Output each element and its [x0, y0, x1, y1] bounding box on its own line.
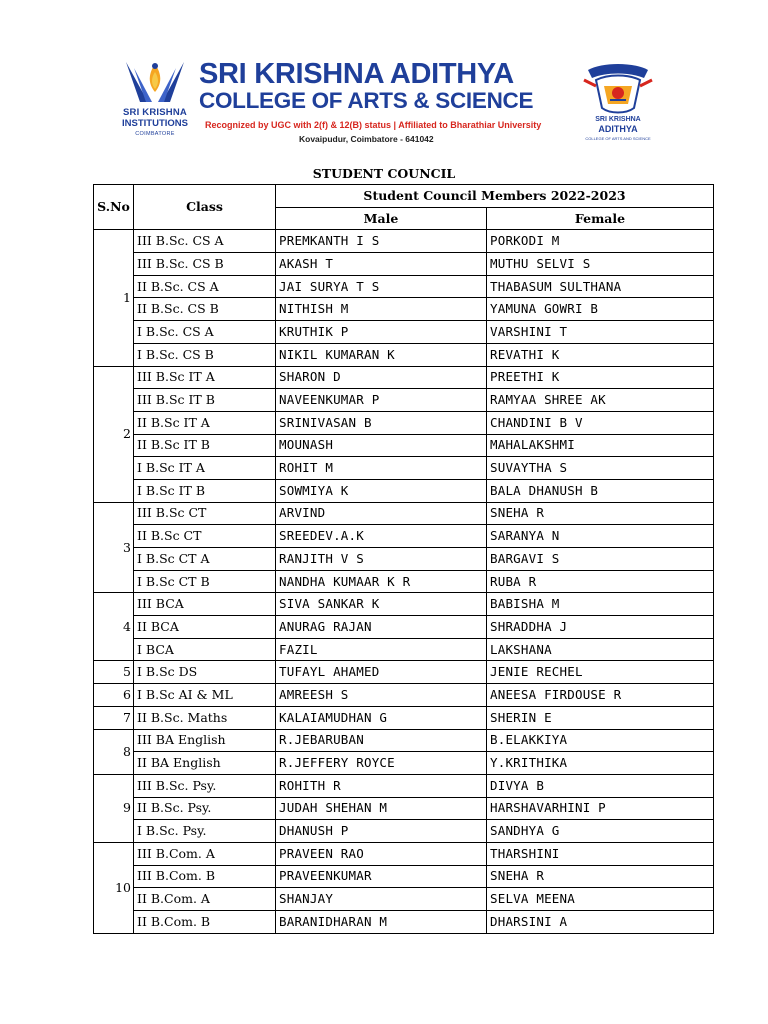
female-member-cell: SNEHA R	[487, 502, 714, 525]
table-row	[94, 389, 714, 412]
table-row	[94, 774, 714, 797]
male-member-cell: NAVEENKUMAR P	[276, 389, 487, 412]
female-member-cell: HARSHAVARHINI P	[487, 797, 714, 820]
male-member-cell: JUDAH SHEHAN M	[276, 797, 487, 820]
class-cell: II BCA	[134, 616, 276, 639]
class-cell: I B.Sc IT B	[134, 479, 276, 502]
left-logo-line3: COIMBATORE	[135, 131, 175, 137]
male-member-cell: ARVIND	[276, 502, 487, 525]
male-member-cell: TUFAYL AHAMED	[276, 661, 487, 684]
class-cell: II B.Sc IT A	[134, 411, 276, 434]
serial-number-cell: 2	[94, 366, 134, 502]
female-member-cell: REVATHI K	[487, 343, 714, 366]
right-logo-line2: ADITHYA	[598, 124, 638, 134]
table-header-row	[94, 185, 714, 208]
class-cell: III BA English	[134, 729, 276, 752]
table-row	[94, 502, 714, 525]
female-member-cell: BARGAVI S	[487, 548, 714, 571]
table-row	[94, 638, 714, 661]
class-cell: III B.Sc. Psy.	[134, 774, 276, 797]
student-council-table	[93, 184, 714, 934]
table-row	[94, 752, 714, 775]
female-member-cell: MAHALAKSHMI	[487, 434, 714, 457]
left-logo-line2: INSTITUTIONS	[122, 118, 188, 129]
document-title: STUDENT COUNCIL	[312, 166, 456, 181]
male-member-cell: PREMKANTH I S	[276, 230, 487, 253]
class-cell: I BCA	[134, 638, 276, 661]
female-member-cell: SHRADDHA J	[487, 616, 714, 639]
female-member-cell: SUVAYTHA S	[487, 457, 714, 480]
serial-number-cell: 1	[94, 230, 134, 366]
table-row	[94, 275, 714, 298]
female-member-cell: SANDHYA G	[487, 820, 714, 843]
male-member-cell: SHANJAY	[276, 888, 487, 911]
table-row	[94, 411, 714, 434]
table-row	[94, 343, 714, 366]
serial-number-cell: 9	[94, 774, 134, 842]
serial-number-cell: 5	[94, 661, 134, 684]
male-member-cell: SHARON D	[276, 366, 487, 389]
male-member-cell: PRAVEENKUMAR	[276, 865, 487, 888]
table-row	[94, 729, 714, 752]
column-header-sno: S.No	[94, 185, 134, 230]
female-member-cell: ANEESA FIRDOUSE R	[487, 684, 714, 707]
column-header-female: Female	[487, 207, 714, 230]
male-member-cell: AKASH T	[276, 253, 487, 276]
male-member-cell: NANDHA KUMAAR K R	[276, 570, 487, 593]
class-cell: III B.Sc CT	[134, 502, 276, 525]
table-body	[94, 230, 714, 933]
sri-krishna-adithya-crest-logo	[582, 60, 654, 144]
college-name-line1: SRI KRISHNA ADITHYA	[199, 58, 514, 90]
class-cell: II B.Sc. CS A	[134, 275, 276, 298]
class-cell: III B.Com. B	[134, 865, 276, 888]
male-member-cell: JAI SURYA T S	[276, 275, 487, 298]
table-row	[94, 706, 714, 729]
class-cell: I B.Sc DS	[134, 661, 276, 684]
male-member-cell: KALAIAMUDHAN G	[276, 706, 487, 729]
v-flame-emblem-icon	[118, 58, 192, 108]
female-member-cell: PORKODI M	[487, 230, 714, 253]
serial-number-cell: 3	[94, 502, 134, 593]
table-row	[94, 366, 714, 389]
female-member-cell: PREETHI K	[487, 366, 714, 389]
female-member-cell: SELVA MEENA	[487, 888, 714, 911]
female-member-cell: VARSHINI T	[487, 321, 714, 344]
table-row	[94, 842, 714, 865]
male-member-cell: SREEDEV.A.K	[276, 525, 487, 548]
female-member-cell: RAMYAA SHREE AK	[487, 389, 714, 412]
column-header-male: Male	[276, 207, 487, 230]
table-row	[94, 525, 714, 548]
table-row	[94, 479, 714, 502]
table-row	[94, 434, 714, 457]
table-row	[94, 548, 714, 571]
table-row	[94, 593, 714, 616]
male-member-cell: AMREESH S	[276, 684, 487, 707]
female-member-cell: BALA DHANUSH B	[487, 479, 714, 502]
class-cell: III BCA	[134, 593, 276, 616]
table-row	[94, 253, 714, 276]
college-address: Kovaipudur, Coimbatore - 641042	[299, 134, 434, 144]
male-member-cell: BARANIDHARAN M	[276, 911, 487, 934]
table-row	[94, 321, 714, 344]
right-logo-line1: SRI KRISHNA	[595, 116, 641, 123]
serial-number-cell: 6	[94, 684, 134, 707]
serial-number-cell: 7	[94, 706, 134, 729]
female-member-cell: THARSHINI	[487, 842, 714, 865]
serial-number-cell: 4	[94, 593, 134, 661]
male-member-cell: ANURAG RAJAN	[276, 616, 487, 639]
class-cell: III B.Sc. CS A	[134, 230, 276, 253]
serial-number-cell: 8	[94, 729, 134, 774]
column-header-group: Student Council Members 2022-2023	[276, 185, 714, 208]
table-row	[94, 820, 714, 843]
table-row	[94, 616, 714, 639]
male-member-cell: SRINIVASAN B	[276, 411, 487, 434]
class-cell: II B.Sc. Psy.	[134, 797, 276, 820]
right-logo-line3: COLLEGE OF ARTS AND SCIENCE	[585, 136, 651, 141]
class-cell: II BA English	[134, 752, 276, 775]
class-cell: I B.Sc CT A	[134, 548, 276, 571]
female-member-cell: THABASUM SULTHANA	[487, 275, 714, 298]
female-member-cell: MUTHU SELVI S	[487, 253, 714, 276]
class-cell: II B.Sc. Maths	[134, 706, 276, 729]
class-cell: I B.Sc IT A	[134, 457, 276, 480]
table-row	[94, 797, 714, 820]
class-cell: II B.Com. A	[134, 888, 276, 911]
column-header-class: Class	[134, 185, 276, 230]
male-member-cell: DHANUSH P	[276, 820, 487, 843]
table-row	[94, 570, 714, 593]
class-cell: III B.Sc IT B	[134, 389, 276, 412]
female-member-cell: YAMUNA GOWRI B	[487, 298, 714, 321]
letterhead	[0, 0, 768, 160]
female-member-cell: SHERIN E	[487, 706, 714, 729]
class-cell: II B.Sc CT	[134, 525, 276, 548]
class-cell: I B.Sc. CS A	[134, 321, 276, 344]
male-member-cell: MOUNASH	[276, 434, 487, 457]
female-member-cell: B.ELAKKIYA	[487, 729, 714, 752]
class-cell: II B.Sc IT B	[134, 434, 276, 457]
male-member-cell: SOWMIYA K	[276, 479, 487, 502]
table-row	[94, 230, 714, 253]
male-member-cell: ROHITH R	[276, 774, 487, 797]
table-row	[94, 888, 714, 911]
class-cell: III B.Sc IT A	[134, 366, 276, 389]
class-cell: I B.Sc CT B	[134, 570, 276, 593]
class-cell: II B.Sc. CS B	[134, 298, 276, 321]
female-member-cell: BABISHA M	[487, 593, 714, 616]
female-member-cell: RUBA R	[487, 570, 714, 593]
female-member-cell: LAKSHANA	[487, 638, 714, 661]
table-row	[94, 457, 714, 480]
table-row	[94, 865, 714, 888]
table-row	[94, 911, 714, 934]
left-logo-line1: SRI KRISHNA	[123, 107, 187, 118]
female-member-cell: CHANDINI B V	[487, 411, 714, 434]
class-cell: III B.Com. A	[134, 842, 276, 865]
male-member-cell: NIKIL KUMARAN K	[276, 343, 487, 366]
sri-krishna-institutions-logo	[118, 58, 192, 144]
table-row	[94, 298, 714, 321]
class-cell: I B.Sc. CS B	[134, 343, 276, 366]
female-member-cell: DHARSINI A	[487, 911, 714, 934]
class-cell: III B.Sc. CS B	[134, 253, 276, 276]
male-member-cell: ROHIT M	[276, 457, 487, 480]
female-member-cell: SNEHA R	[487, 865, 714, 888]
class-cell: I B.Sc AI & ML	[134, 684, 276, 707]
male-member-cell: R.JEBARUBAN	[276, 729, 487, 752]
male-member-cell: RANJITH V S	[276, 548, 487, 571]
female-member-cell: JENIE RECHEL	[487, 661, 714, 684]
class-cell: II B.Com. B	[134, 911, 276, 934]
table-row	[94, 684, 714, 707]
female-member-cell: Y.KRITHIKA	[487, 752, 714, 775]
male-member-cell: KRUTHIK P	[276, 321, 487, 344]
crest-icon	[582, 60, 654, 116]
serial-number-cell: 10	[94, 842, 134, 933]
male-member-cell: FAZIL	[276, 638, 487, 661]
class-cell: I B.Sc. Psy.	[134, 820, 276, 843]
recognition-text: Recognized by UGC with 2(f) & 12(B) status | Affiliated to Bharathiar University	[205, 120, 542, 130]
male-member-cell: NITHISH M	[276, 298, 487, 321]
male-member-cell: PRAVEEN RAO	[276, 842, 487, 865]
female-member-cell: DIVYA B	[487, 774, 714, 797]
table-row	[94, 661, 714, 684]
college-name-line2: COLLEGE OF ARTS & SCIENCE	[199, 88, 534, 113]
male-member-cell: SIVA SANKAR K	[276, 593, 487, 616]
male-member-cell: R.JEFFERY ROYCE	[276, 752, 487, 775]
female-member-cell: SARANYA N	[487, 525, 714, 548]
